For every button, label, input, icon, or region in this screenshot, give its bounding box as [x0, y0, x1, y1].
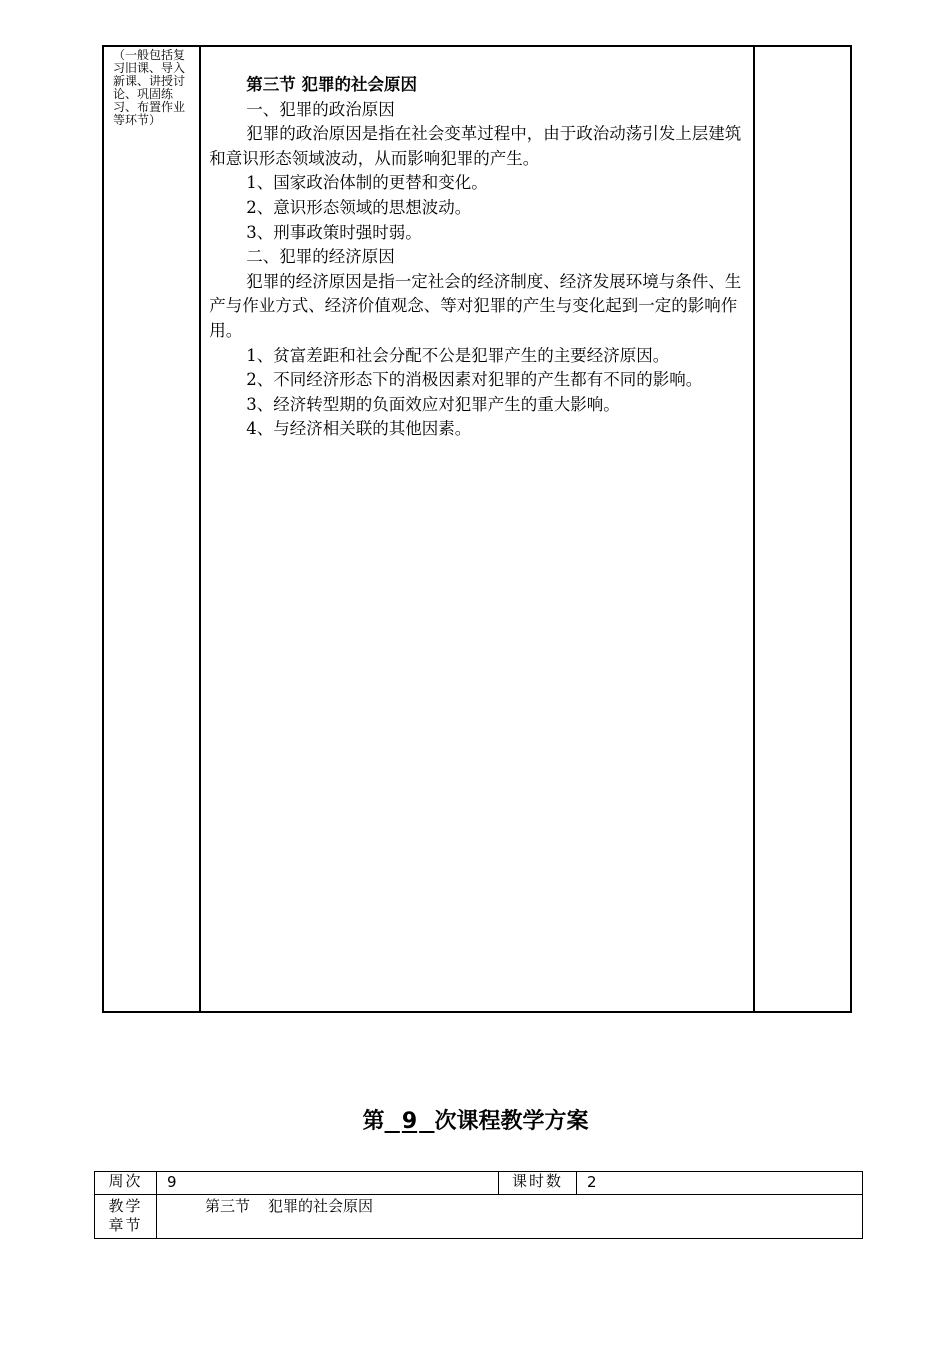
hours-value: 2 — [577, 1172, 863, 1195]
section-title: 第三节 犯罪的社会原因 — [246, 75, 417, 94]
part1-item: 1、国家政治体制的更替和变化。 — [246, 173, 488, 193]
plan-number: 9 — [401, 1109, 418, 1134]
week-label: 周次 — [95, 1172, 157, 1195]
chapter-section: 第三节 — [205, 1197, 251, 1215]
part1-item: 2、意识形态领域的思想波动。 — [246, 197, 472, 217]
part2-item: 4、与经济相关联的其他因素。 — [246, 419, 472, 439]
part1-heading: 一、犯罪的政治原因 — [246, 99, 395, 119]
chapter-label: 教学章节 — [95, 1195, 157, 1239]
plan-title-prefix: 第 — [362, 1109, 385, 1134]
part2-item: 3、经济转型期的负面效应对犯罪产生的重大影响。 — [246, 394, 620, 414]
plan-title-suffix: 次课程教学方案 — [434, 1109, 589, 1134]
lesson-content-table — [102, 45, 852, 1013]
procedure-note-cell — [103, 46, 200, 1012]
part2-heading: 二、犯罪的经济原因 — [246, 247, 395, 267]
chapter-name: 犯罪的社会原因 — [268, 1197, 374, 1215]
part2-intro: 犯罪的经济原因是指一定社会的经济制度、经济发展环境与条件、生产与作业方式、经济价值观念、等对犯罪的产生与变化起到一定的影响作用。 — [209, 271, 742, 340]
week-value: 9 — [157, 1172, 499, 1195]
lesson-body-cell — [200, 46, 753, 1012]
lesson-info-table — [94, 1171, 863, 1239]
part1-item: 3、刑事政策时强时弱。 — [246, 222, 422, 242]
hours-label: 课时数 — [499, 1172, 577, 1195]
procedure-note: （一般包括复习旧课、导入新课、讲授讨论、巩固练习、布置作业等环节） — [113, 48, 186, 127]
plan-title — [0, 1107, 951, 1137]
remarks-cell — [754, 46, 851, 1012]
part2-item: 2、不同经济形态下的消极因素对犯罪的产生都有不同的影响。 — [246, 370, 703, 390]
part2-item: 1、贫富差距和社会分配不公是犯罪产生的主要经济原因。 — [246, 345, 670, 365]
lesson-body — [201, 47, 752, 442]
chapter-value — [157, 1195, 863, 1239]
part1-intro: 犯罪的政治原因是指在社会变革过程中，由于政治动荡引发上层建筑和意识形态领域波动，从而影响犯罪的产生。 — [209, 124, 742, 168]
